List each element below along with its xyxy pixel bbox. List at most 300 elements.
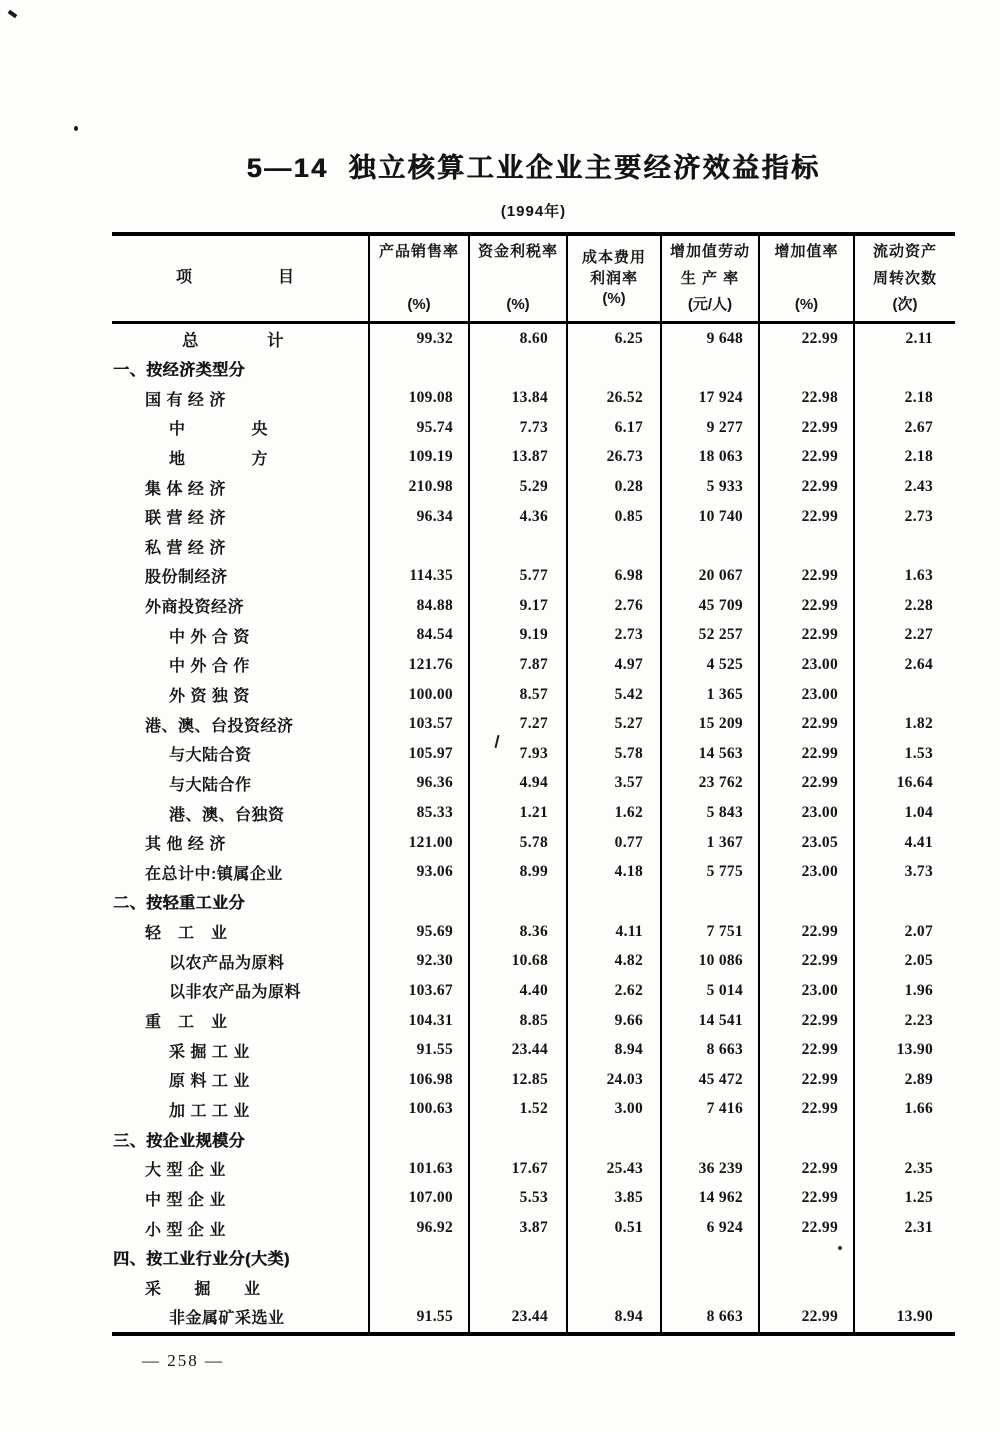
cell-value: 22.98 [760,383,855,413]
row-label: 非金属矿采选业 [112,1302,370,1332]
row-label: 中 外 合 作 [112,650,370,680]
cell-value: 2.62 [568,976,662,1006]
column-header [370,236,470,321]
row-label: 四、按工业行业分(大类) [112,1243,370,1273]
cell-value: 0.28 [568,472,662,502]
page-subtitle: (1994年) [500,203,567,220]
cell-value: 85.33 [370,798,470,828]
cell-value: 3.57 [568,769,662,799]
cell-value [370,887,470,917]
cell-value: 5.78 [568,739,662,769]
cell-value: 2.05 [904,952,933,970]
cell-value: 101.63 [370,1154,470,1184]
row-label: 小 型 企 业 [112,1213,370,1243]
cell-value: 22.99 [760,502,855,532]
cell-value: 7.73 [470,413,568,443]
row-label: 一、按经济类型分 [112,354,370,384]
cell-value: 26.52 [568,383,662,413]
cell-value [760,1124,855,1154]
cell-value: 2.11 [905,329,933,347]
cell-value: 8.60 [470,324,568,354]
cell-value: 4.97 [568,650,662,680]
header-text: (次) [892,295,918,313]
cell-value: 10.68 [470,946,568,976]
cell-value [855,1243,955,1273]
cell-value: 9.66 [568,1006,662,1036]
row-label: 原 料 工 业 [112,1065,370,1095]
table-row [112,1273,955,1303]
cell-value: 1.96 [904,981,933,999]
cell-value: 22.99 [760,769,855,799]
table-row [112,1095,955,1125]
header-text: 生 产 率 [680,269,740,287]
header-text: 流动资产 [872,243,937,260]
cell-value: 2.18 [904,448,933,466]
cell-value: 100.00 [370,680,470,710]
cell-value: 8.36 [470,917,568,947]
row-label: 在总计中:镇属企业 [112,858,370,888]
cell-value: 2.73 [568,620,662,650]
table-row [112,798,955,828]
table-row [112,946,955,976]
cell-value: 22.99 [760,413,855,443]
cell-value: 106.98 [370,1065,470,1095]
cell-value: 22.99 [760,561,855,591]
header-text: 产品销售率 [378,243,459,260]
row-label: 股份制经济 [112,561,370,591]
cell-value: 1.53 [904,744,933,762]
cell-value: 22.99 [760,1095,855,1125]
cell-value: 22.99 [760,1302,855,1332]
table-row [112,769,955,799]
cell-value [568,887,662,917]
header-text: (%) [602,289,626,307]
cell-value: 105.97 [370,739,470,769]
row-label: 其 他 经 济 [112,828,370,858]
cell-value [568,531,662,561]
cell-value: 1.66 [904,1100,933,1118]
table-row [112,1184,955,1214]
scan-artifact [74,126,78,131]
cell-value: 8.94 [568,1302,662,1332]
row-label: 重 工 业 [112,1006,370,1036]
row-label: 集 体 经 济 [112,472,370,502]
cell-value: 22.99 [760,1184,855,1214]
cell-value: 26.73 [568,443,662,473]
cell-value: 8 663 [662,1302,760,1332]
cell-value: 4.41 [904,833,933,851]
table-row [112,443,955,473]
cell-value [760,887,855,917]
cell-value: 107.00 [370,1184,470,1214]
cell-value: 22.99 [760,324,855,354]
cell-value: 23.00 [760,680,855,710]
row-label: 以非农产品为原料 [112,976,370,1006]
cell-value: 14 563 [662,739,760,769]
header-text: (%) [794,295,819,313]
cell-value: 5.78 [470,828,568,858]
cell-value: 22.99 [760,917,855,947]
stats-table [112,232,955,1336]
row-label: 外商投资经济 [112,591,370,621]
table-row [112,413,955,443]
cell-value [662,887,760,917]
cell-value: 22.99 [760,1035,855,1065]
row-label: 与大陆合资 [112,739,370,769]
row-label: 中 外 合 资 [112,620,370,650]
cell-value: 17 924 [662,383,760,413]
cell-value: 3.85 [568,1184,662,1214]
table-row [112,739,955,769]
cell-value: 8.57 [470,680,568,710]
cell-value: 104.31 [370,1006,470,1036]
cell-value: 36 239 [662,1154,760,1184]
cell-value: 14 962 [662,1184,760,1214]
cell-value: 8.99 [470,858,568,888]
cell-value: 5.77 [470,561,568,591]
cell-value [568,1124,662,1154]
cell-value: 6.17 [568,413,662,443]
cell-value: 9.17 [470,591,568,621]
cell-value: 5 843 [662,798,760,828]
table-row [112,887,955,917]
cell-value: 45 472 [662,1065,760,1095]
cell-value: 7.93 [470,739,568,769]
cell-value: 12.85 [470,1065,568,1095]
row-label: 加 工 工 业 [112,1095,370,1125]
table-row [112,680,955,710]
cell-value: 20 067 [662,561,760,591]
table-row [112,324,955,354]
cell-value: 1.04 [904,804,933,822]
column-header-item [112,236,370,321]
cell-value: 7.87 [470,650,568,680]
table-header-row [112,236,955,324]
table-row [112,858,955,888]
cell-value: 18 063 [662,443,760,473]
cell-value [855,354,955,384]
page-number: — 258 — [142,1351,224,1370]
row-label: 港、澳、台独资 [112,798,370,828]
table-row [112,709,955,739]
table-row [112,561,955,591]
cell-value: 8 663 [662,1035,760,1065]
cell-value: 8.94 [568,1035,662,1065]
cell-value: 2.64 [904,655,933,673]
cell-value: 5 775 [662,858,760,888]
column-header [760,236,855,321]
cell-value: 3.73 [904,863,933,881]
cell-value: 1.21 [470,798,568,828]
cell-value: 1.82 [904,715,933,733]
cell-value [370,1124,470,1154]
cell-value: 114.35 [370,561,470,591]
cell-value: 23.00 [760,650,855,680]
header-text: (元/人) [687,295,733,313]
cell-value: 2.43 [904,478,933,496]
cell-value [662,1273,760,1303]
cell-value: 23.44 [470,1302,568,1332]
cell-value [662,1243,760,1273]
cell-value [662,354,760,384]
cell-value: 0.85 [568,502,662,532]
table-row [112,1035,955,1065]
cell-value [370,354,470,384]
cell-value: 1.62 [568,798,662,828]
cell-value: 109.08 [370,383,470,413]
cell-value: 3.87 [470,1213,568,1243]
cell-value: 23.05 [760,828,855,858]
cell-value: 2.73 [904,507,933,525]
cell-value: 22.99 [760,620,855,650]
cell-value [760,354,855,384]
row-label: 外 资 独 资 [112,680,370,710]
table-row [112,1213,955,1243]
cell-value: 5.27 [568,709,662,739]
cell-value: 4.18 [568,858,662,888]
cell-value: 9 277 [662,413,760,443]
cell-value: 0.77 [568,828,662,858]
cell-value: 4.40 [470,976,568,1006]
cell-value: 91.55 [370,1035,470,1065]
cell-value: 4.36 [470,502,568,532]
row-label: 中 型 企 业 [112,1184,370,1214]
cell-value: 99.32 [370,324,470,354]
row-label: 总 计 [112,324,370,354]
cell-value: 7 416 [662,1095,760,1125]
cell-value: 103.67 [370,976,470,1006]
cell-value: 22.99 [760,1213,855,1243]
header-text: 增加值劳动 [669,243,750,260]
row-label: 采 掘 工 业 [112,1035,370,1065]
cell-value: 96.36 [370,769,470,799]
cell-value: 1 367 [662,828,760,858]
cell-value [470,1124,568,1154]
cell-value: 45 709 [662,591,760,621]
cell-value [568,1243,662,1273]
header-text: 项 目 [176,269,296,286]
cell-value: 22.99 [760,591,855,621]
cell-value: 1.63 [904,566,933,584]
cell-value: 2.35 [904,1159,933,1177]
cell-value [760,531,855,561]
cell-value: 22.99 [760,443,855,473]
cell-value: 6.25 [568,324,662,354]
cell-value: 95.74 [370,413,470,443]
cell-value: 23.44 [470,1035,568,1065]
cell-value: 13.84 [470,383,568,413]
cell-value: 5.53 [470,1184,568,1214]
cell-value: 2.27 [904,626,933,644]
cell-value [855,680,955,710]
cell-value [662,1124,760,1154]
row-label: 港、澳、台投资经济 [112,709,370,739]
cell-value: 9 648 [662,324,760,354]
cell-value: 5.42 [568,680,662,710]
cell-value: 13.90 [896,1307,933,1325]
table-row [112,1065,955,1095]
table-row [112,976,955,1006]
table-row [112,917,955,947]
header-text: 资金利税率 [477,243,558,260]
cell-value [662,531,760,561]
row-label: 地 方 [112,443,370,473]
cell-value: 6.98 [568,561,662,591]
cell-value: 15 209 [662,709,760,739]
row-label: 采 掘 业 [112,1273,370,1303]
cell-value: 25.43 [568,1154,662,1184]
cell-value: 121.00 [370,828,470,858]
cell-value: 4 525 [662,650,760,680]
table-row [112,1302,955,1332]
cell-value: 4.11 [568,917,662,947]
cell-value: 92.30 [370,946,470,976]
cell-value: 2.76 [568,591,662,621]
row-label: 轻 工 业 [112,917,370,947]
header-text: 增加值率 [774,243,839,260]
cell-value: 7 751 [662,917,760,947]
cell-value: 22.99 [760,1065,855,1095]
table-row [112,531,955,561]
cell-value: 84.88 [370,591,470,621]
cell-value: 17.67 [470,1154,568,1184]
cell-value: 2.07 [904,922,933,940]
row-label: 三、按企业规模分 [112,1124,370,1154]
cell-value: 2.31 [904,1219,933,1237]
cell-value: 210.98 [370,472,470,502]
cell-value [470,531,568,561]
cell-value: 4.82 [568,946,662,976]
cell-value: 5 933 [662,472,760,502]
header-text: 周转次数 [872,269,937,287]
cell-value: 109.19 [370,443,470,473]
cell-value: 100.63 [370,1095,470,1125]
cell-value: 2.89 [904,1070,933,1088]
table-row [112,828,955,858]
column-header [855,236,955,321]
row-label: 二、按轻重工业分 [112,887,370,917]
cell-value [470,354,568,384]
row-label: 大 型 企 业 [112,1154,370,1184]
cell-value: 4.94 [470,769,568,799]
cell-value: 6 924 [662,1213,760,1243]
header-text: 成本费用 [581,249,646,266]
cell-value: 13.90 [896,1041,933,1059]
cell-value: 2.67 [904,418,933,436]
row-label: 私 营 经 济 [112,531,370,561]
column-header [568,236,662,321]
table-row [112,502,955,532]
cell-value [568,354,662,384]
cell-value: 91.55 [370,1302,470,1332]
cell-value: 10 740 [662,502,760,532]
cell-value [855,1124,955,1154]
cell-value [760,1273,855,1303]
page-title: 5—14 独立核算工业企业主要经济效益指标 [246,153,821,183]
cell-value: 2.18 [904,389,933,407]
table-row [112,383,955,413]
table-row [112,1154,955,1184]
cell-value: 0.51 [568,1213,662,1243]
header-text: (%) [506,295,530,313]
table-row [112,1243,955,1273]
cell-value: 96.92 [370,1213,470,1243]
cell-value: 5 014 [662,976,760,1006]
cell-value: 5.29 [470,472,568,502]
cell-value: 93.06 [370,858,470,888]
cell-value: 7.27 [470,709,568,739]
table-row [112,620,955,650]
cell-value: 121.76 [370,650,470,680]
cell-value: 96.34 [370,502,470,532]
cell-value: 23 762 [662,769,760,799]
cell-value [568,1273,662,1303]
cell-value: 1.52 [470,1095,568,1125]
row-label: 以农产品为原料 [112,946,370,976]
row-label: 与大陆合作 [112,769,370,799]
cell-value: 1 365 [662,680,760,710]
cell-value [855,887,955,917]
row-label: 中 央 [112,413,370,443]
row-label: 联 营 经 济 [112,502,370,532]
cell-value: 23.00 [760,858,855,888]
cell-value [470,887,568,917]
cell-value [855,531,955,561]
cell-value: 84.54 [370,620,470,650]
cell-value: 22.99 [760,709,855,739]
table-row [112,472,955,502]
cell-value: 22.99 [760,739,855,769]
cell-value: 103.57 [370,709,470,739]
column-header [470,236,568,321]
cell-value: 10 086 [662,946,760,976]
cell-value [855,1273,955,1303]
cell-value [470,1243,568,1273]
cell-value: 24.03 [568,1065,662,1095]
scan-artifact [838,1246,842,1250]
table-row [112,650,955,680]
table-row [112,354,955,384]
cell-value [370,531,470,561]
cell-value: 22.99 [760,946,855,976]
table-body [112,324,955,1332]
cell-value: 14 541 [662,1006,760,1036]
cell-value: 13.87 [470,443,568,473]
cell-value: 16.64 [896,774,933,792]
cell-value: 22.99 [760,1154,855,1184]
header-text: 利润率 [589,269,638,287]
cell-value: 23.00 [760,976,855,1006]
cell-value: 2.28 [904,596,933,614]
cell-value [470,1273,568,1303]
cell-value: 3.00 [568,1095,662,1125]
cell-value [370,1243,470,1273]
cell-value: 22.99 [760,472,855,502]
cell-value: 9.19 [470,620,568,650]
scan-artifact [8,10,18,18]
cell-value [370,1273,470,1303]
header-text: (%) [407,295,431,313]
cell-value: 8.85 [470,1006,568,1036]
cell-value: 52 257 [662,620,760,650]
row-label: 国 有 经 济 [112,383,370,413]
cell-value: 22.99 [760,1006,855,1036]
cell-value: 1.25 [904,1189,933,1207]
table-row [112,1124,955,1154]
cell-value: 23.00 [760,798,855,828]
cell-value: 95.69 [370,917,470,947]
column-header [662,236,760,321]
